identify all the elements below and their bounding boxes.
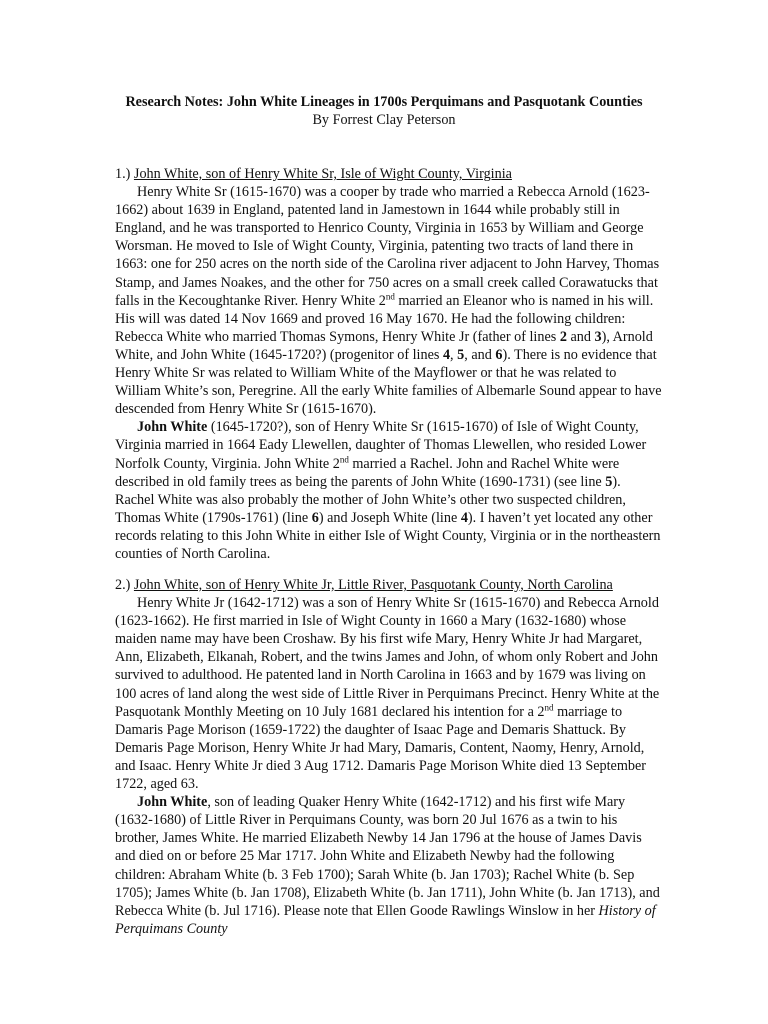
section-2-paragraph-2 <box>115 793 663 938</box>
section-2-paragraph-1 <box>115 594 663 793</box>
document-title: Research Notes: John White Lineages in 1700s Perquimans and Pasquotank Counties <box>125 94 643 110</box>
section-1-number: 1.) <box>115 166 131 182</box>
section-1-heading: John White, son of Henry White Sr, Isle of Wight County, Virginia <box>133 166 512 182</box>
s1p2-text-c: ). Rachel White was also probably the mother of John White’s other two suspected children, Thomas White (1790s-1761) (line <box>115 473 626 526</box>
section-1 <box>115 165 663 563</box>
s1p2-line-ref-1: 5 <box>605 473 613 490</box>
section-2-heading: John White, son of Henry White Jr, Little River, Pasquotank County, North Carolina <box>133 577 613 593</box>
s1p2-line-ref-2: 6 <box>311 509 319 526</box>
s1p2-text-b: married a Rachel. John and Rachel White were described in old family trees as being the parents of John White (1690-1731) (see line <box>115 455 620 490</box>
section-1-paragraph-1 <box>115 183 663 418</box>
s1p1-text-c: and <box>566 328 595 345</box>
section-2-heading-line <box>115 576 663 594</box>
section-2-number: 2.) <box>115 577 131 593</box>
s2p2-text-a: , son of leading Quaker Henry White (1642-1712) and his first wife Mary (1632-1680) of Little River in Perquimans County, was born 20 Jul 1676 as a twin to his brother, James White. He married Elizabeth Newby 14 Jan 1796 at the house of James Davis and died on or before 25 Mar 1717. John White and Elizabeth Newby had the following children: Abraham White (b. 3 Feb 1700); Sarah White (b. Jan 1703); Rachel White (b. Sep 1705); James White (b. Jan 1708), Elizabeth White (b. Jan 1711), John White (b. Jan 1713), and Rebecca White (b. Jul 1716). Please note that Ellen Goode Rawlings Winslow in her <box>115 794 660 919</box>
s1p2-text-e: ). I haven’t yet located any other records relating to this John White in either Isle of Wight County, Virginia or in the northeastern counties of North Carolina. <box>115 509 661 562</box>
s2p1-text-a: Henry White Jr (1642-1712) was a son of Henry White Sr (1615-1670) and Rebecca Arnold (1623-1662). He first married in Isle of Wight County in 1660 a Mary (1632-1680) whose maiden name may have been Croshaw. By his first wife Mary, Henry White Jr had Margaret, Ann, Elizabeth, Elkanah, Robert, and the twins James and John, of whom only Robert and John survived to adulthood. He patented land in North Carolina in 1663 and by 1679 was living on 100 acres of land along the west side of Little River in Perquimans Precinct. Henry White at the Pasquotank Monthly Meeting on 10 July 1681 declared his intention for a 2 <box>115 595 660 720</box>
s2p2-name: John White <box>137 794 208 811</box>
s1p2-name: John White <box>137 419 208 436</box>
section-1-paragraph-2 <box>115 418 663 563</box>
s1p1-text-b: married an Eleanor who is named in his will. His will was dated 14 Nov 1669 and proved 16 May 1670. He had the following children: Rebecca White who married Thomas Symons, Henry White Jr (father of lines <box>115 292 654 345</box>
s1p2-line-ref-3: 4 <box>460 509 468 526</box>
s1p1-text-a: Henry White Sr (1615-1670) was a cooper by trade who married a Rebecca Arnold (1623-1662) about 1639 in England, patented land in Jamestown in 1644 while probably still in England, and he was transported to Henrico County, Virginia in 1653 by William and George Worsman. He moved to Isle of Wight County, Virginia, patenting two tracts of land there in 1663: one for 250 acres on the north side of the Carolina river adjacent to John Harvey, Thomas Stamp, and James Noakes, and the other for 750 acres on a small creek called Corawatucks that falls in the Kecoughtanke River. Henry White 2 <box>115 184 660 309</box>
s1p1-text-d: ), Arnold White, and John White (1645-1720?) (progenitor of lines <box>115 328 653 363</box>
s1p1-line-ref-1: 2 <box>559 328 567 345</box>
s1p2-superscript: nd <box>339 453 349 464</box>
document-author: By Forrest Clay Peterson <box>312 112 456 128</box>
s1p1-text-g: ). There is no evidence that Henry White Sr was related to William White of the Mayflower or that he was related to William White’s son, Peregrine. All the early White families of Albemarle Sound appear to have descended from Henry White Sr (1615-1670). <box>115 346 662 418</box>
s1p1-superscript: nd <box>385 290 395 301</box>
s1p2-text-d: ) and Joseph White (line <box>318 509 461 526</box>
s1p2-text-a: (1645-1720?), son of Henry White Sr (1615-1670) of Isle of Wight County, Virginia married in 1664 Eady Llewellen, daughter of Thomas Llewellen, who resided Lower Norfolk County, Virginia. John White 2 <box>115 419 647 472</box>
s1p1-line-ref-5: 6 <box>495 346 503 363</box>
s1p1-text-e: , <box>450 346 458 363</box>
s1p1-line-ref-3: 4 <box>442 346 451 363</box>
s1p1-line-ref-4: 5 <box>457 346 465 363</box>
section-2 <box>115 576 663 938</box>
s2p2-book-title: History of Perquimans County <box>115 902 656 937</box>
s2p1-text-b: marriage to Damaris Page Morison (1659-1722) the daughter of Isaac Page and Demaris Shattuck. By Demaris Page Morison, Henry White Jr had Mary, Damaris, Content, Naomy, Henry, Arnold, and Isaac. Henry White Jr died 3 Aug 1712. Damaris Page Morison White died 13 September 1722, aged 63. <box>115 703 646 793</box>
section-1-heading-line <box>115 165 663 183</box>
s1p1-line-ref-2: 3 <box>594 328 602 345</box>
s1p1-text-f: , and <box>464 346 496 363</box>
s2p1-superscript: nd <box>544 701 554 712</box>
